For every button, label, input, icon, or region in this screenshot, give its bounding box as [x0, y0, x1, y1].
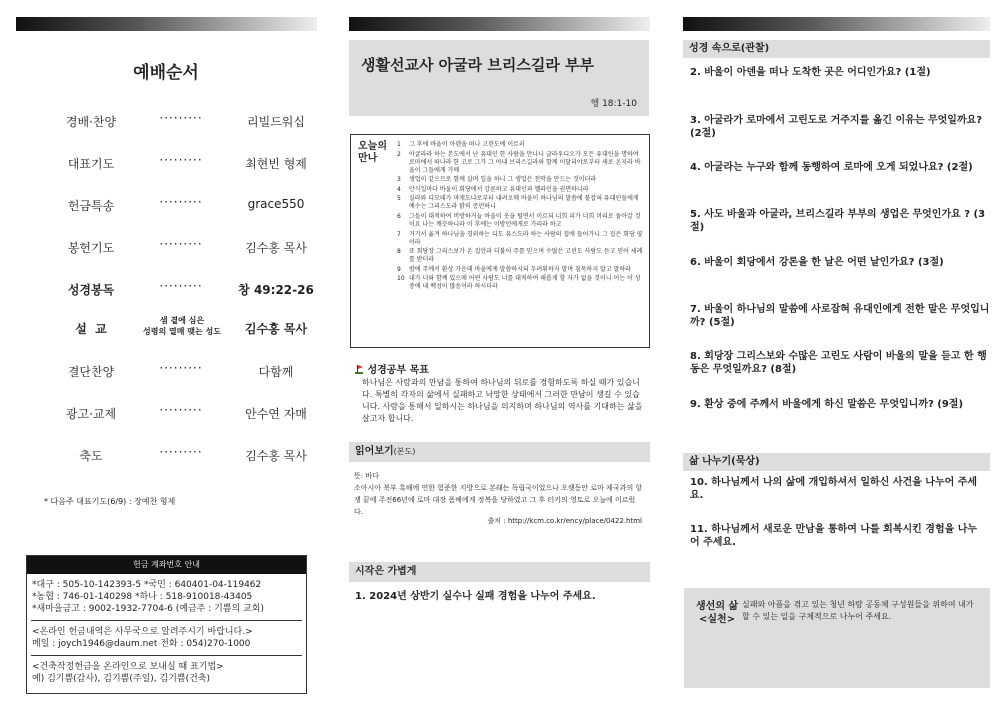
flag-icon [354, 364, 364, 374]
study-goal-text: 하나님은 사람과의 만남을 통하여 하나님의 뒤로를 경험하도록 하실 때가 있습니다. 특별히 각자의 삶에서 실패하고 낙망한 상태에서 그러한 만남이 생길 수 있습니다. 사람을 통해서 일하시는 하나님을 의지하며 하나님의 역사를 기대하는 삶을 살고자 합니다. [362, 378, 643, 423]
header-bar-right [683, 17, 990, 31]
worship-row: 결단찬양 ········· 다함께 [67, 361, 294, 379]
sermon-title-line1: 샘 곁에 심은 [159, 316, 205, 325]
question: 6. 바울이 회당에서 강론을 한 날은 어떤 날인가요? (3절) [690, 257, 944, 268]
start-question: 1. 2024년 상반기 실수나 실패 경험을 나누어 주세요. [355, 591, 596, 602]
account-line: *대구 : 505-10-142393-5 *국민 : 640401-04-119462 [32, 580, 262, 590]
scripture-box [350, 134, 650, 348]
verse: 7 거기서 옮겨 하나님을 경외하는 디도 유스도라 하는 사람의 집에 들어가니 그 집은 회당 옆이라 [397, 230, 643, 246]
verse: 2 아굴라라 하는 본도에서 난 유대인 한 사람을 만나니 글라우디오가 모든 유대인을 명하여 로마에서 떠나라 한 고로 그가 그 아내 브리스길라와 함께 이달리야로부터 새로 온지라 바울이 그들에게 가매 [397, 150, 641, 174]
share-heading: 삶 나누기(묵상) [689, 456, 760, 467]
study-goal-heading: 성경공부 목표 [354, 361, 429, 376]
observe-heading-bar [683, 40, 990, 58]
verse: 1 그 후에 바울이 아덴을 떠나 고린도에 이르러 [397, 141, 525, 148]
verse: 4 안식일마다 바울이 회당에서 강론하고 유대인과 헬라인을 권면하니라 [397, 185, 589, 193]
question: 5. 사도 바울과 아굴라, 브리스길라 부부의 생업은 무엇인가요 ? (3절) [690, 209, 986, 233]
offering-account-box [26, 555, 307, 694]
practice-text: 실패와 아픔을 겪고 있는 청년 하람 공동체 구성원들을 위하여 내가 할 수 있는 일을 구체적으로 나누어 주세요. [742, 600, 974, 621]
worship-row: 축도 ········· 김수홍 목사 [79, 445, 307, 463]
question: 7. 바울이 하나님의 말씀에 사로잡혀 유대인에게 전한 말은 무엇입니까? (5절) [690, 304, 990, 328]
practice-label-line2: <실천> [699, 614, 736, 625]
verse: 5 실라와 디모데가 마게도냐로부터 내려오매 바울이 하나님의 말씀에 붙잡혀 유대인들에게 예수는 그리스도라 밝히 증언하니 [397, 195, 639, 211]
question: 9. 환상 중에 주께서 바울에게 하신 말씀은 무엇입니까? (9절) [690, 399, 964, 410]
reading-heading-suffix: (본도) [393, 447, 416, 456]
lesson-title-box [349, 40, 649, 116]
scripture-verses [397, 141, 645, 293]
account-line: *농협 : 746-01-140298 *하나 : 518-910018-43405 [32, 592, 253, 602]
worship-row: 광고·교제 ········· 안수연 자매 [65, 403, 307, 421]
header-bar-left [16, 17, 317, 31]
start-heading: 시작은 가볍게 [355, 566, 417, 577]
sermon-title-line2: 성령의 열매 맺는 성도 [143, 327, 221, 336]
question: 2. 바울이 아덴을 떠나 도착한 곳은 어디인가요? (1절) [690, 67, 931, 78]
reading-subtitle: 뜻: 바다 [354, 472, 379, 480]
practice-box [684, 588, 990, 688]
start-heading-bar [349, 562, 650, 582]
worship-row: 봉헌기도 ········· 김수홍 목사 [67, 237, 307, 255]
share-heading-bar [683, 453, 990, 471]
reading-heading: 읽어보기 [355, 446, 394, 457]
next-prayer-note: * 다음주 대표기도(6/9) : 장예찬 형제 [44, 497, 176, 506]
worship-order-title: 예배순서 [133, 63, 199, 83]
worship-row: 경배·찬양 ········· 리빌드워십 [65, 111, 305, 129]
today-label-line2: 만나 [358, 153, 378, 164]
online-offering-title: <온라인 헌금내역은 사무국으로 알려주시기 바랍니다.> [32, 627, 253, 637]
reading-text [354, 470, 644, 518]
today-label-line1: 오늘의 [358, 141, 387, 152]
building-offering-example: 예) 김기쁨(감사), 김기쁨(주일), 김기쁨(건축) [32, 674, 210, 684]
worship-row: 성경봉독 ········· 창 49:22-26 [67, 279, 314, 297]
verse: 6 그들이 대적하여 비방하거늘 바울이 옷을 털면서 이르되 너희 피가 너희 머리로 돌아갈 것이요 나는 깨끗하니라 이 후에는 이방인에게로 가리라 하고 [397, 212, 641, 228]
question: 10. 하나님께서 나의 삶에 개입하셔서 일하신 사건을 나누어 주세요. [690, 477, 978, 501]
worship-row: 헌금특송 ········· grace550 [67, 195, 305, 213]
reading-source: 출처 : http://kcm.co.kr/ency/place/0422.html [487, 517, 642, 525]
observe-heading: 성경 속으로(관찰) [689, 43, 770, 54]
building-offering-title: <건축작정헌금을 온라인으로 보내실 때 표기법> [32, 662, 224, 672]
online-offering-contact: 메일 : joych1946@daum.net 전화 : 054)270-1000 [32, 639, 251, 649]
question: 4. 아굴라는 누구와 함께 동행하여 로마에 오게 되었나요? (2절) [690, 162, 973, 173]
lesson-title: 생활선교사 아굴라 브리스길라 부부 [361, 56, 595, 74]
reading-body: 소아시아 북부 흑해에 연한 험준한 지방으로 본래는 독립국이었으나 오랫동안 로마 제국과의 항쟁 끝에 주전66년에 로마 대장 폼베에게 정복을 당하였고 그 후 터키의 영토로 오늘에 이르렀다. [354, 484, 643, 516]
verse: 10 내가 너와 함께 있으매 어떤 사람도 너를 대적하여 해롭게 할 자가 없을 것이니 이는 이 성중에 내 백성이 많음이라 하시더라 [397, 275, 641, 291]
header-bar-middle [349, 17, 650, 31]
verse: 9 밤에 주께서 환상 가운데 바울에게 말씀하시되 두려워하지 말며 침묵하지 말고 말하라 [397, 265, 631, 273]
verse: 8 또 회당장 그리스보가 온 집안과 더불어 주를 믿으며 수많은 고린도 사람도 듣고 믿어 세례를 받더라 [397, 248, 643, 264]
worship-row: 대표기도 ········· 최현빈 형제 [67, 153, 307, 171]
reading-heading-bar [349, 442, 650, 462]
question: 8. 회당장 그리스보와 수많은 고린도 사람이 바울의 말을 듣고 한 행동은 무엇일까요? (8절) [690, 351, 987, 375]
lesson-reference: 행 18:1-10 [590, 99, 637, 109]
practice-label-line1: 생선의 삶 [696, 601, 739, 612]
verse: 3 생업이 같으므로 함께 살며 일을 하니 그 생업은 천막을 만드는 것이더라 [397, 176, 597, 184]
account-line: *새마을금고 : 9002-1932-7704-6 (예금주 : 기쁨의 교회) [32, 604, 264, 614]
account-header: 헌금 계좌번호 안내 [27, 556, 306, 574]
worship-row-sermon: 설 교 샘 곁에 심은 성령의 열매 맺는 성도 김수홍 목사 [75, 316, 308, 336]
question: 11. 하나님께서 새로운 만남을 통하여 나를 회복시킨 경험을 나누어 주세요. [690, 524, 978, 548]
question: 3. 아굴라가 로마에서 고린도로 거주지를 옮긴 이유는 무엇일까요? (2절) [690, 115, 983, 139]
